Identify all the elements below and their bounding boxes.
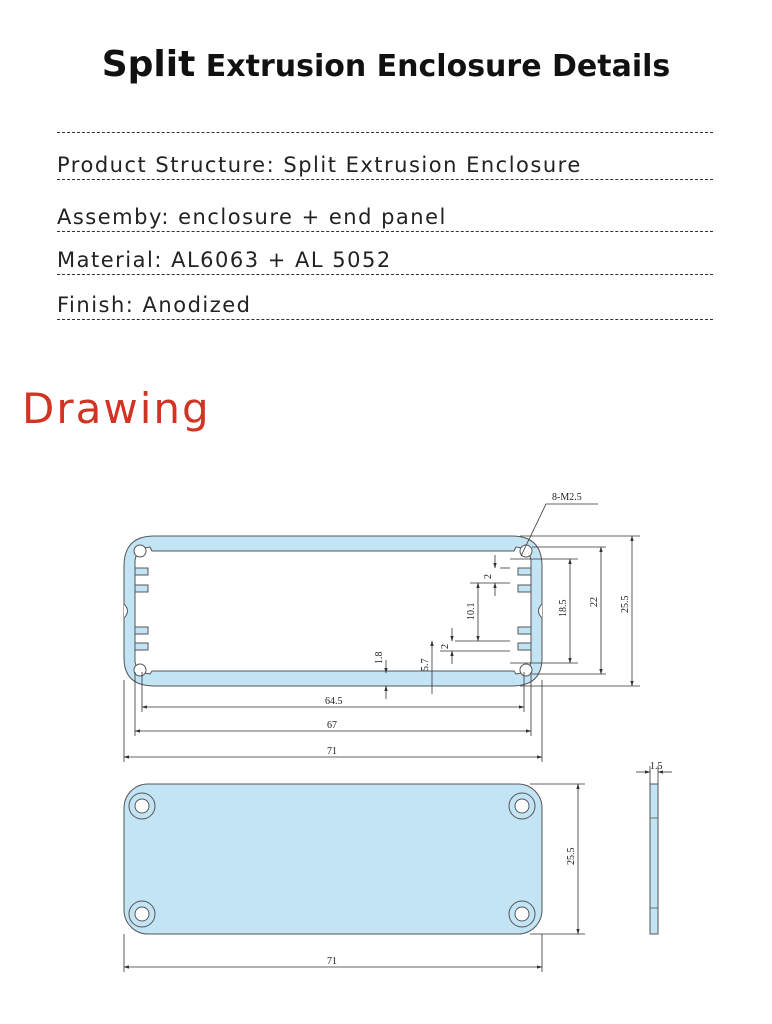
spec-value: AL6063 + AL 5052 bbox=[171, 248, 392, 272]
dim-slot-width: 67 bbox=[327, 720, 337, 731]
spec-label: Finish: bbox=[57, 293, 135, 317]
end-panel bbox=[124, 784, 542, 934]
spec-label: Material: bbox=[57, 248, 163, 272]
end-panel-width-label: 71 bbox=[327, 956, 337, 967]
title-split: Split bbox=[101, 44, 196, 85]
thickness-label: 1.5 bbox=[650, 761, 663, 772]
dim-slot-2-mid: 2 bbox=[440, 644, 451, 649]
screw-slot bbox=[134, 545, 146, 557]
dim-wall-1-8: 1.8 bbox=[374, 651, 385, 664]
dim-inner-width: 64.5 bbox=[325, 696, 343, 707]
profile-shell bbox=[124, 536, 542, 686]
extrusion-profile bbox=[124, 536, 542, 686]
dim-height-10-1: 10.1 bbox=[466, 602, 477, 620]
right-wall-fins bbox=[518, 568, 531, 650]
spec-label: Assemby: bbox=[57, 205, 170, 229]
screw-slot bbox=[520, 664, 532, 676]
dim-slot-2-top: 2 bbox=[483, 574, 494, 579]
left-wall-fins bbox=[135, 568, 148, 650]
end-panel-side-view bbox=[636, 761, 672, 934]
end-panel-height-label: 25.5 bbox=[566, 847, 577, 865]
drawing-section-title: Drawing bbox=[22, 384, 211, 433]
title-rest: Extrusion Enclosure Details bbox=[195, 49, 671, 84]
spec-value: Anodized bbox=[142, 293, 252, 317]
dim-height-18-5: 18.5 bbox=[558, 599, 569, 617]
screw-callout-label: 8-M2.5 bbox=[552, 492, 582, 503]
dim-outer-width: 71 bbox=[327, 746, 337, 757]
dim-total-height: 25.5 bbox=[620, 595, 631, 613]
spec-value: Split Extrusion Enclosure bbox=[283, 153, 582, 177]
spec-label: Product Structure: bbox=[57, 153, 276, 177]
spec-value: enclosure + end panel bbox=[178, 205, 447, 229]
end-panel-plate bbox=[124, 784, 542, 934]
screw-slot bbox=[134, 664, 146, 676]
dim-height-5-7: 5.7 bbox=[420, 658, 431, 671]
dim-height-22: 22 bbox=[589, 597, 600, 607]
